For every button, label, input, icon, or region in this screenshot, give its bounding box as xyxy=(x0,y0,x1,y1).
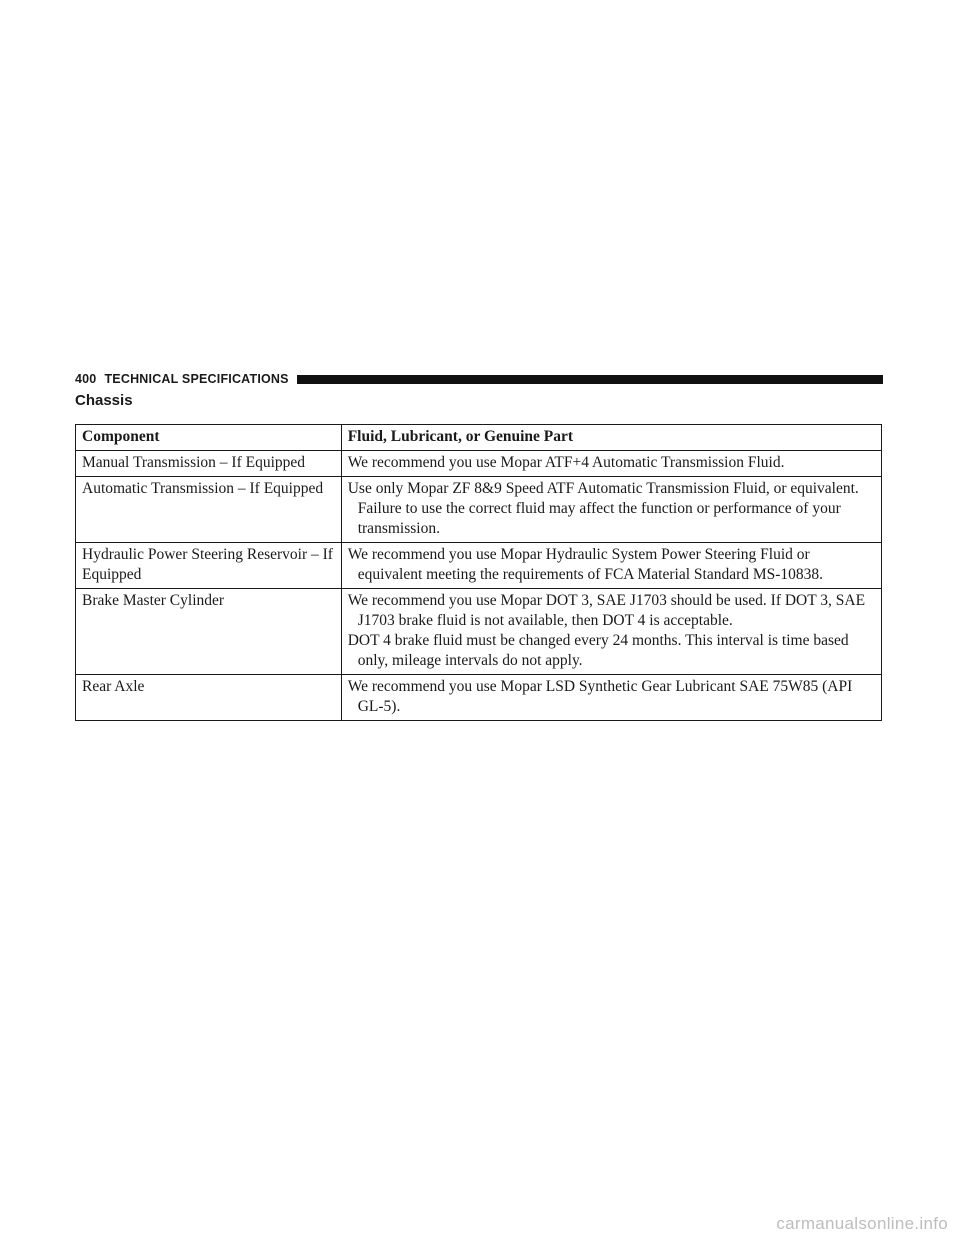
page-number: 400 xyxy=(75,372,97,386)
fluid-cell xyxy=(341,543,881,589)
table-row xyxy=(76,543,882,589)
fluid-cell xyxy=(341,675,881,721)
fluid-paragraph: Use only Mopar ZF 8&9 Speed ATF Automatic Transmission Fluid, or equivalent. Failure to use the correct fluid may affect the function or performance of your transmission. xyxy=(347,480,859,537)
header-rule xyxy=(297,375,883,384)
fluid-paragraph: DOT 4 brake fluid must be changed every 24 months. This interval is time based only, mileage intervals do not apply. xyxy=(347,632,849,669)
table-header-row xyxy=(76,425,882,451)
table-row xyxy=(76,675,882,721)
table-row xyxy=(76,589,882,675)
column-header-fluid: Fluid, Lubricant, or Genuine Part xyxy=(341,425,881,451)
section-title: Chassis xyxy=(75,392,133,409)
component-cell: Hydraulic Power Steering Reservoir – If Equipped xyxy=(76,543,342,589)
table-row xyxy=(76,477,882,543)
component-cell: Rear Axle xyxy=(76,675,342,721)
fluid-paragraph: We recommend you use Mopar LSD Synthetic Gear Lubricant SAE 75W85 (API GL-5). xyxy=(347,678,853,715)
fluid-cell xyxy=(341,589,881,675)
fluid-paragraph: We recommend you use Mopar ATF+4 Automatic Transmission Fluid. xyxy=(347,454,785,471)
fluid-paragraph: We recommend you use Mopar Hydraulic System Power Steering Fluid or equivalent meeting the requirements of FCA Material Standard MS-10838. xyxy=(347,546,824,583)
component-cell: Manual Transmission – If Equipped xyxy=(76,451,342,477)
fluid-paragraph: We recommend you use Mopar DOT 3, SAE J1703 should be used. If DOT 3, SAE J1703 brake fluid is not available, then DOT 4 is acceptable. xyxy=(347,592,866,629)
fluid-spec-table xyxy=(75,424,882,721)
watermark: carmanualsonline.info xyxy=(776,1214,948,1233)
table-row xyxy=(76,451,882,477)
running-section-name: TECHNICAL SPECIFICATIONS xyxy=(104,372,289,386)
component-cell: Brake Master Cylinder xyxy=(76,589,342,675)
page-header xyxy=(75,370,883,388)
fluid-cell xyxy=(341,477,881,543)
column-header-component: Component xyxy=(76,425,342,451)
fluid-cell xyxy=(341,451,881,477)
component-cell: Automatic Transmission – If Equipped xyxy=(76,477,342,543)
